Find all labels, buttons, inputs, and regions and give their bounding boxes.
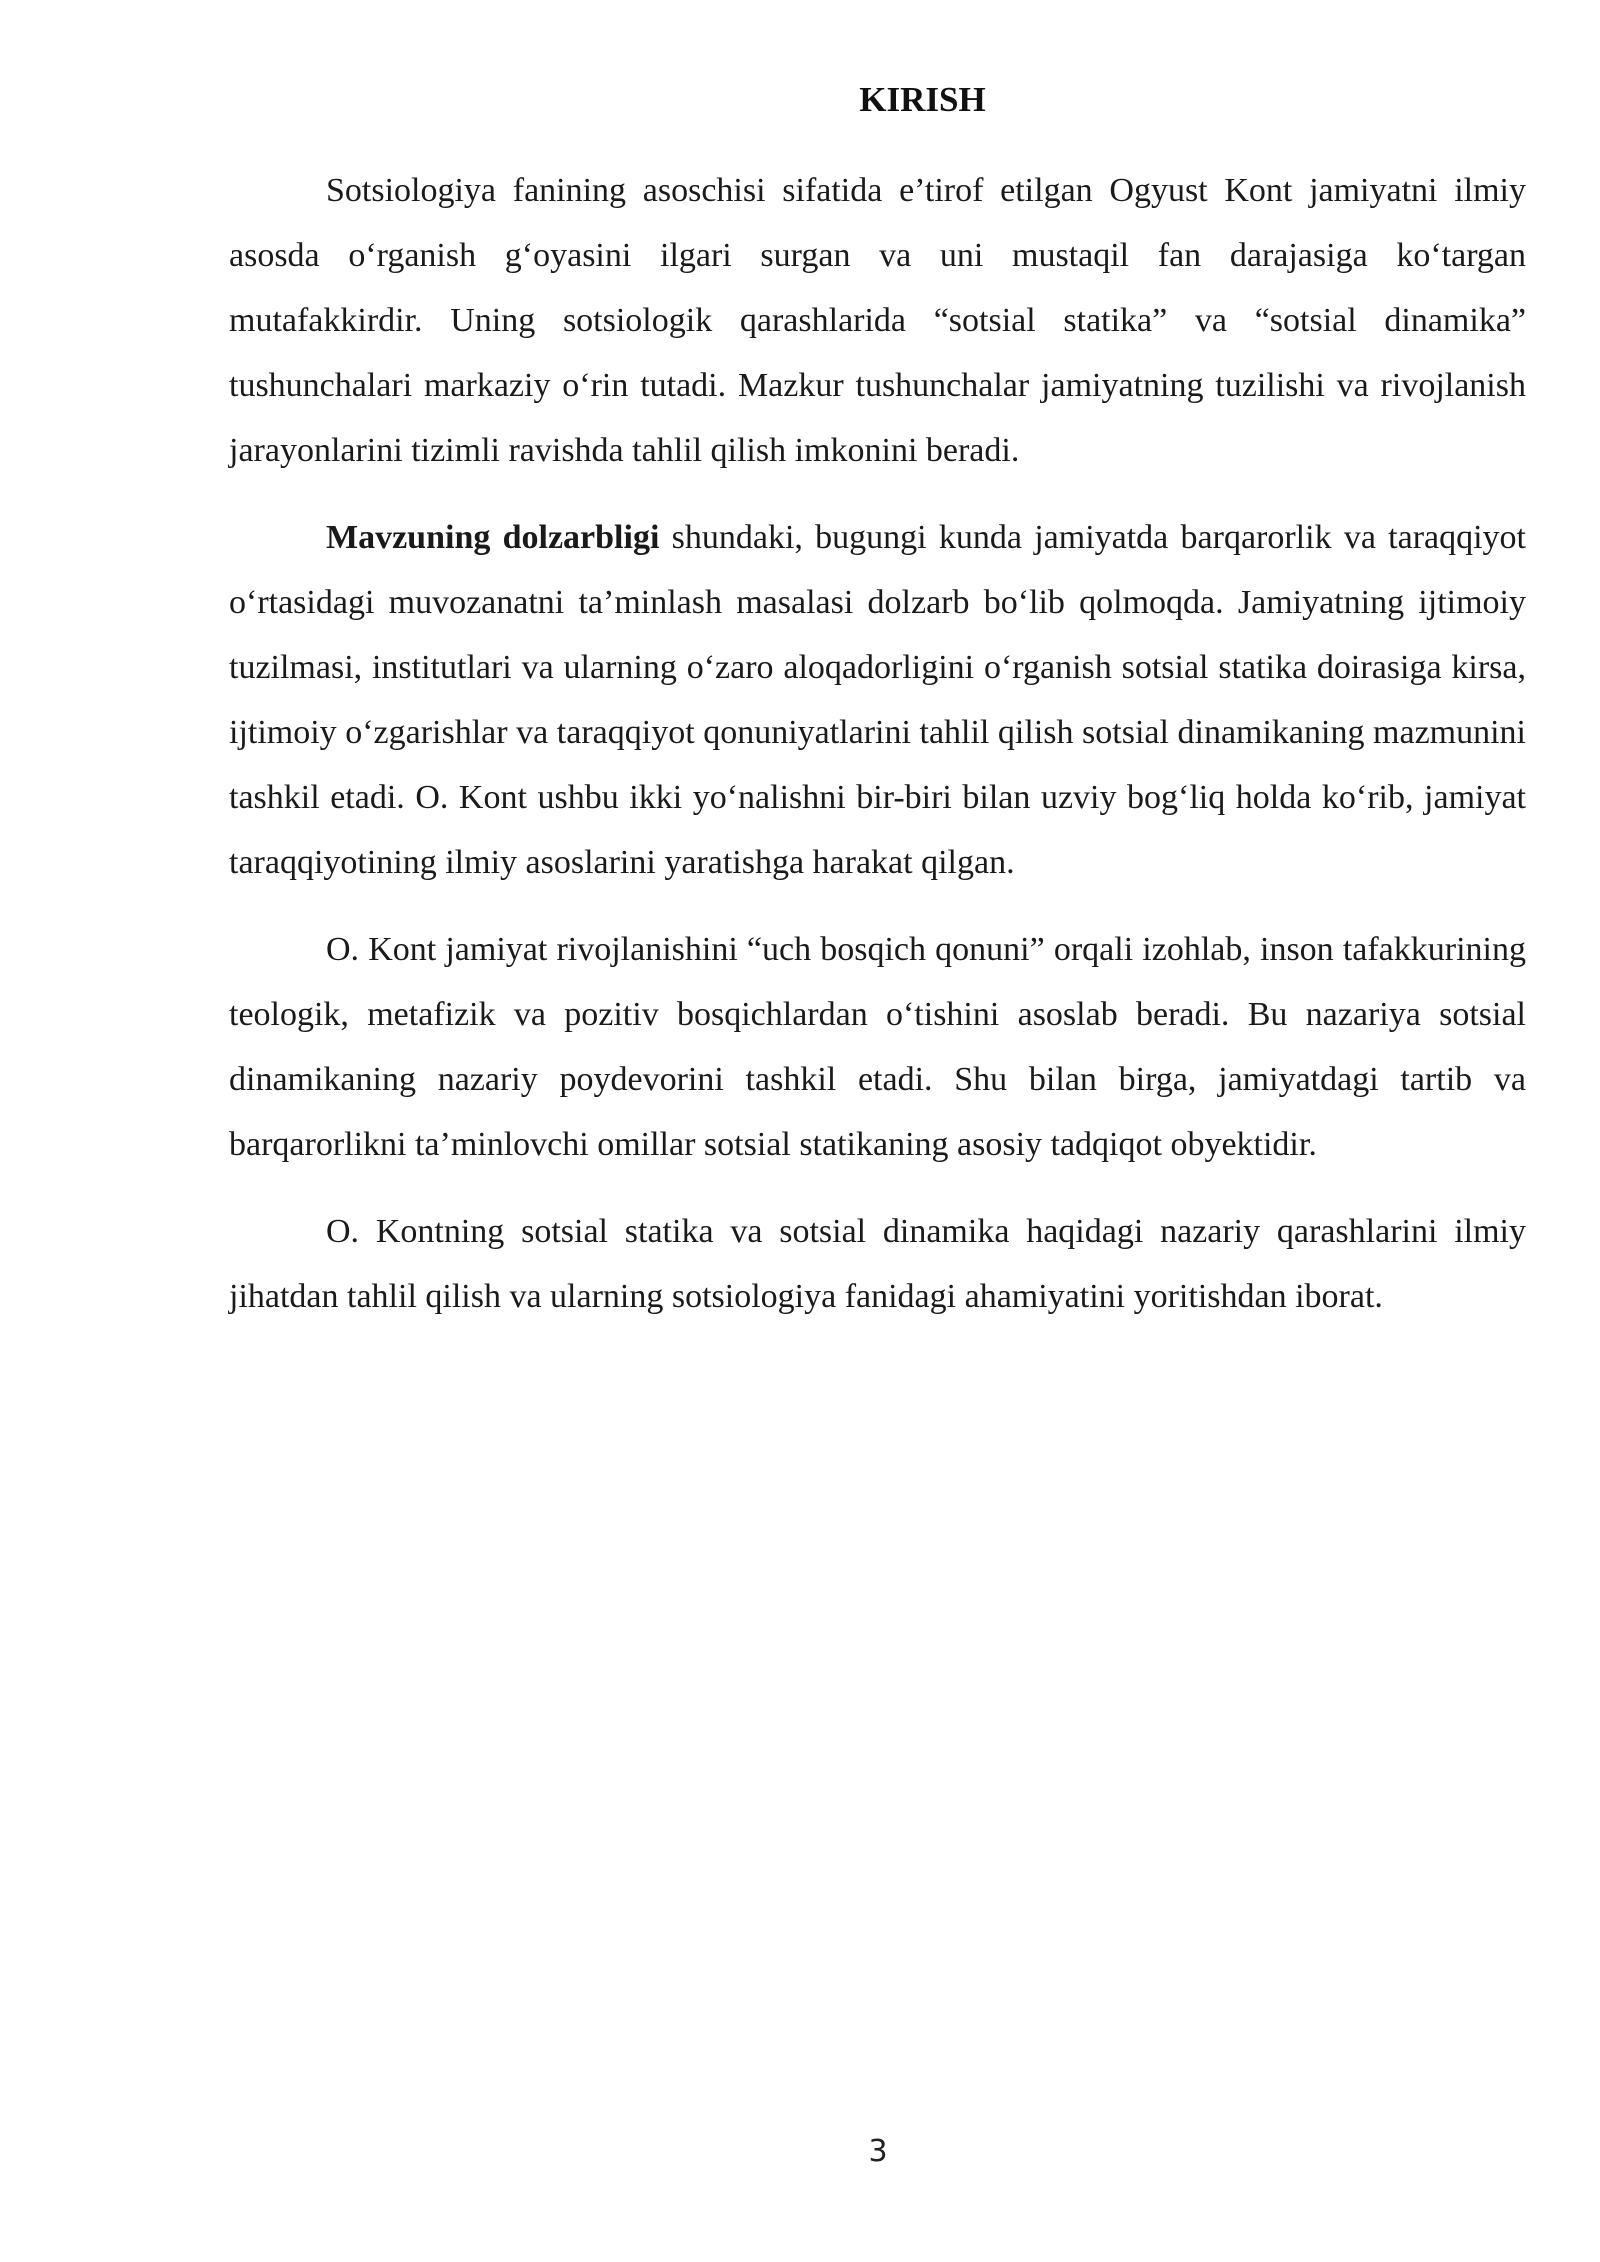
paragraph-aim-text: O. Kontning sotsial statika va sotsial dinamika haqidagi nazariy qarashlarini ilmiy jihatdan tahlil qilish va ularning sotsiologiya fanidagi ahamiyatini yoritishdan iborat. — [229, 1213, 1526, 1315]
paragraph-intro-text: Sotsiologiya fanining asoschisi sifatida e’tirof etilgan Ogyust Kont jamiyatni ilmiy asosda o‘rganish g‘oyasini ilgari surgan va uni mustaqil fan darajasiga ko‘targan mutafakkirdir. Uning sotsiologik qarashlarida “sotsial statika” va “sotsial dinamika” tushunchalari markaziy o‘rin tutadi. Mazkur tushunchalar jamiyatning tuzilishi va rivojlanish jarayonlarini tizimli ravishda tahlil qilish imkonini beradi. — [229, 172, 1526, 469]
paragraph-three-stages-text: O. Kont jamiyat rivojlanishini “uch bosqich qonuni” orqali izohlab, inson tafakkurining teologik, metafizik va pozitiv bosqichlardan o‘tishini asoslab beradi. Bu nazariya sotsial dinamikaning nazariy poydevorini tashkil etadi. Shu bilan birga, jamiyatdagi tartib va barqarorlikni ta’minlovchi omillar sotsial statikaning asosiy tadqiqot obyektidir. — [229, 931, 1526, 1163]
body-text — [229, 158, 1526, 1351]
relevance-lead-heading: Mavzuning dolzarbligi — [326, 519, 660, 556]
paragraph-relevance — [229, 505, 1526, 895]
paragraph-aim — [229, 1199, 1526, 1329]
page-title: KIRISH — [859, 80, 986, 119]
page-number: 3 — [868, 2134, 888, 2169]
paragraph-intro — [229, 158, 1526, 483]
paragraph-three-stages — [229, 917, 1526, 1177]
paragraph-relevance-text: shundaki, bugungi kunda jamiyatda barqarorlik va taraqqiyot o‘rtasidagi muvozanatni ta’minlash masalasi dolzarb bo‘lib qolmoqda. Jamiyatning ijtimoiy tuzilmasi, institutlari va ularning o‘zaro aloqadorligini o‘rganish sotsial statika doirasiga kirsa, ijtimoiy o‘zgarishlar va taraqqiyot qonuniyatlarini tahlil qilish sotsial dinamikaning mazmunini tashkil etadi. O. Kont ushbu ikki yo‘nalishni bir-biri bilan uzviy bog‘liq holda ko‘rib, jamiyat taraqqiyotining ilmiy asoslarini yaratishga harakat qilgan. — [229, 519, 1527, 881]
